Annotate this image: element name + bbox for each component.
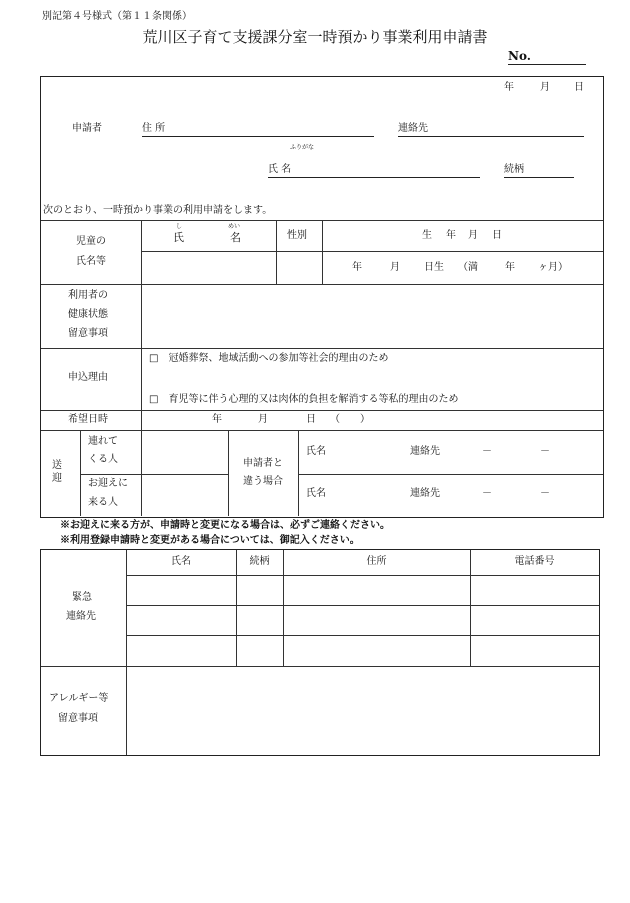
allergy-label-1: アレルギー等 <box>49 693 109 704</box>
emergency-header-phone: 電話番号 <box>514 556 555 567</box>
health-label-2: 健康状態 <box>68 309 108 320</box>
transport-label-2: 迎 <box>52 473 62 484</box>
reason-social-checkbox[interactable]: □ 冠婚葬祭、地域活動への参加等社会的理由のため <box>149 353 389 364</box>
reason-private-checkbox[interactable]: □ 育児等に伴う心理的又は肉体的負担を解消する等私的理由のため <box>149 394 459 405</box>
pickup-person-input[interactable] <box>142 475 227 515</box>
health-label-1: 利用者の <box>68 290 108 301</box>
transport-dash-1b: － <box>540 446 550 457</box>
child-ruby-mei: めい <box>228 223 241 230</box>
child-age-open: （満 <box>458 262 478 273</box>
date-month-label: 月 <box>540 82 550 93</box>
child-birth-header-1: 生 <box>422 230 432 241</box>
bring-person-label-1: 連れて <box>88 436 118 447</box>
emergency-header-relation: 続柄 <box>249 556 270 567</box>
child-age-years: 年 <box>505 262 515 273</box>
reason-label: 申込理由 <box>68 372 108 383</box>
child-birth-header-2: 年 <box>446 230 456 241</box>
applicant-relation-field[interactable]: 続柄 <box>504 165 574 178</box>
note-pickup-change: ※お迎えに来る方が、申請時と変更になる場合は、必ずご連絡ください。 <box>60 520 390 531</box>
form-reference: 別記第４号様式（第１１条関係） <box>42 11 192 22</box>
child-gender-header: 性別 <box>287 230 307 241</box>
desired-month: 月 <box>258 414 268 425</box>
different-from-applicant-2: 違う場合 <box>243 476 283 487</box>
date-day-label: 日 <box>574 82 584 93</box>
child-ruby-shi: し <box>176 223 183 230</box>
child-birth-header-3: 月 <box>468 230 478 241</box>
transport-name-label-1: 氏名 <box>306 446 326 457</box>
transport-contact-label-1: 連絡先 <box>410 446 440 457</box>
child-birth-day: 日生 <box>424 262 444 273</box>
desired-year: 年 <box>212 414 222 425</box>
applicant-name-ruby: ふりがな <box>290 144 315 151</box>
allergy-notes-input[interactable] <box>127 667 598 754</box>
child-birth-month: 月 <box>390 262 400 273</box>
applicant-name-field[interactable]: 氏 名 <box>268 165 480 178</box>
child-given-name-header: 名 <box>230 231 241 244</box>
child-gender-input[interactable] <box>277 252 321 283</box>
form-number: No. <box>508 50 586 65</box>
emergency-label-1: 緊急 <box>72 592 92 603</box>
applicant-address-field[interactable]: 住 所 <box>142 124 374 137</box>
child-name-input[interactable] <box>142 252 275 283</box>
transport-dash-2b: － <box>540 488 550 499</box>
allergy-label-2: 留意事項 <box>58 713 98 724</box>
transport-label-1: 送 <box>52 460 62 471</box>
emergency-row-1[interactable] <box>127 576 598 604</box>
date-year-label: 年 <box>504 82 514 93</box>
transport-dash-2a: － <box>482 488 492 499</box>
transport-name-label-2: 氏名 <box>306 488 326 499</box>
health-label-3: 留意事項 <box>68 328 108 339</box>
emergency-row-2[interactable] <box>127 606 598 634</box>
child-birth-year: 年 <box>352 262 362 273</box>
transport-contact-label-2: 連絡先 <box>410 488 440 499</box>
transport-dash-1a: － <box>482 446 492 457</box>
desired-paren-close: ） <box>360 414 370 425</box>
intro-text: 次のとおり、一時預かり事業の利用申請をします。 <box>43 205 273 216</box>
emergency-row-3[interactable] <box>127 636 598 665</box>
different-from-applicant-1: 申請者と <box>243 458 283 469</box>
bring-person-input[interactable] <box>142 431 227 473</box>
desired-date-label: 希望日時 <box>68 414 108 425</box>
applicant-label: 申請者 <box>72 123 102 134</box>
emergency-label-2: 連絡先 <box>66 611 96 622</box>
child-age-months: ヶ月） <box>538 262 568 273</box>
health-notes-input[interactable] <box>142 285 602 347</box>
pickup-person-label-2: 来る人 <box>88 497 118 508</box>
form-title: 荒川区子育て支援課分室一時預かり事業利用申請書 <box>142 28 488 46</box>
emergency-header-name: 氏名 <box>171 556 191 567</box>
desired-day: 日 <box>306 414 316 425</box>
pickup-person-label-1: お迎えに <box>88 478 128 489</box>
child-birth-header-4: 日 <box>492 230 502 241</box>
applicant-contact-field[interactable]: 連絡先 <box>398 124 584 137</box>
bring-person-label-2: くる人 <box>88 454 118 465</box>
child-family-name-header: 氏 <box>173 231 184 244</box>
desired-paren-open: （ <box>330 414 340 425</box>
note-registration-change: ※利用登録申請時と変更がある場合については、御記入ください。 <box>60 535 360 546</box>
emergency-header-address: 住所 <box>366 556 387 567</box>
child-label-2: 氏名等 <box>76 256 106 267</box>
child-label-1: 児童の <box>76 236 106 247</box>
